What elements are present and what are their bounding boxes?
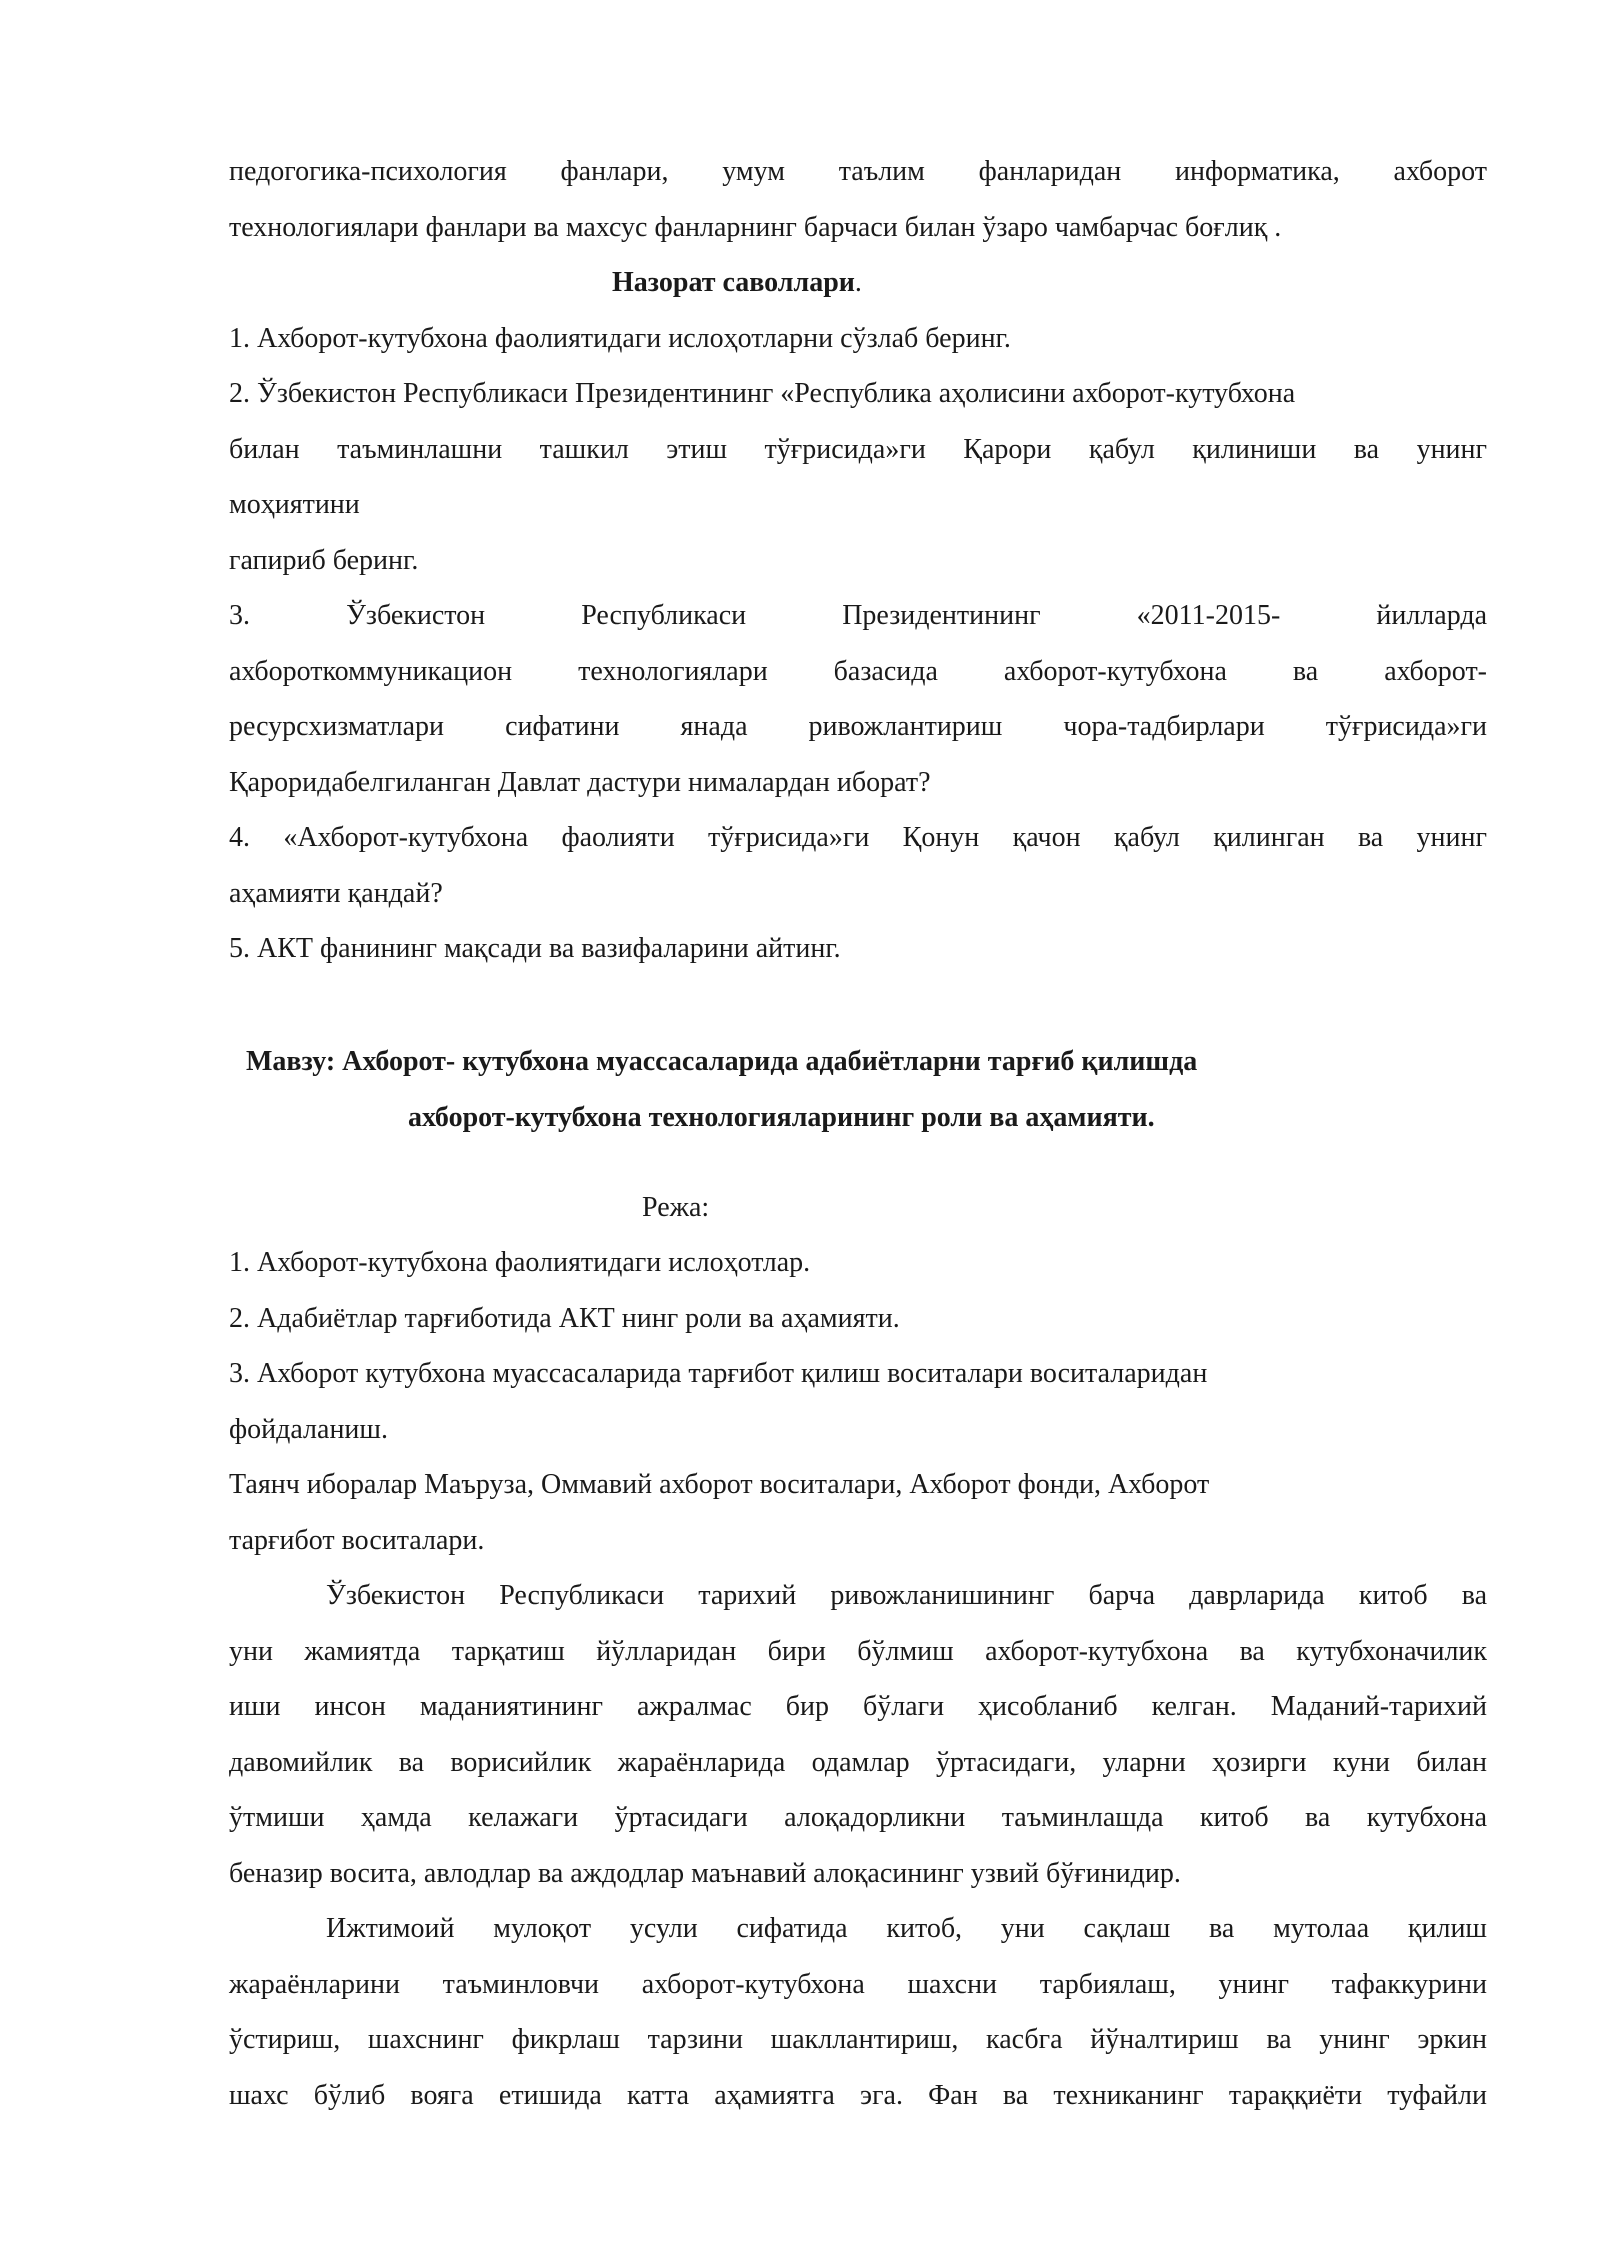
paragraph-1-line-4: давомийлик ва ворисийлик жараёнларида одамлар ўртасидаги, уларни ҳозирги куни билан: [229, 1747, 1487, 1778]
question-3-line-1: 3. Ўзбекистон Республикаси Президентининг «2011-2015- йилларда: [229, 600, 1487, 631]
question-4-line-1: 4. «Ахборот-кутубхона фаолияти тўғрисида»ги Қонун қачон қабул қилинган ва унинг: [229, 822, 1487, 853]
question-3-line-2: ахбороткоммуникацион технологиялари базасида ахборот-кутубхона ва ахборот-: [229, 656, 1487, 687]
plan-item-2: 2. Адабиётлар тарғиботида АКТ нинг роли ва аҳамияти.: [229, 1303, 900, 1334]
paragraph-1-line-2: уни жамиятда тарқатиш йўлларидан бири бўлмиш ахборот-кутубхона ва кутубхоначилик: [229, 1636, 1487, 1667]
paragraph-1-line-6: беназир восита, авлодлар ва аждодлар маънавий алоқасининг узвий бўғинидир.: [229, 1858, 1181, 1889]
plan-item-1: 1. Ахборот-кутубхона фаолиятидаги ислоҳотлар.: [229, 1247, 811, 1278]
intro-line-2: технологиялари фанлари ва махсус фанларнинг барчаси билан ўзаро чамбарчас боғлиқ .: [229, 212, 1282, 243]
intro-line-1: педогогика-психология фанлари, умум таълим фанларидан информатика, ахборот: [229, 156, 1487, 187]
paragraph-2-line-4: шахс бўлиб вояга етишида катта аҳамиятга эга. Фан ва техниканинг тараққиёти туфайли: [229, 2080, 1487, 2111]
question-4-line-2: аҳамияти қандай?: [229, 878, 443, 909]
paragraph-1-line-3: иши инсон маданиятининг ажралмас бир бўлаги ҳисобланиб келган. Маданий-тарихий: [229, 1691, 1487, 1722]
question-5: 5. АКТ фанининг мақсади ва вазифаларини айтинг.: [229, 933, 841, 964]
question-2-line-2: билан таъминлашни ташкил этиш тўғрисида»ги Қарори қабул қилиниши ва унинг: [229, 434, 1487, 465]
paragraph-2-line-2: жараёнларини таъминловчи ахборот-кутубхона шахсни тарбиялаш, унинг тафаккурини: [229, 1969, 1487, 2000]
question-1: 1. Ахборот-кутубхона фаолиятидаги ислоҳотларни сўзлаб беринг.: [229, 323, 1011, 354]
paragraph-1-line-5: ўтмиши ҳамда келажаги ўртасидаги алоқадорликни таъминлашда китоб ва кутубхона: [229, 1802, 1487, 1833]
topic-title-line-1: Мавзу: Ахборот- кутубхона муассасаларида адабиётларни тарғиб қилишда: [246, 1046, 1198, 1077]
paragraph-2-line-1: Ижтимоий мулоқот усули сифатида китоб, уни сақлаш ва мутолаа қилиш: [326, 1913, 1487, 1944]
question-2-line-3: моҳиятини: [229, 489, 360, 520]
paragraph-2-line-3: ўстириш, шахснинг фикрлаш тарзини шакллантириш, касбга йўналтириш ва унинг эркин: [229, 2024, 1487, 2055]
question-2-line-1: 2. Ўзбекистон Республикаси Президентининг «Республика аҳолисини ахборот-кутубхона: [229, 378, 1296, 409]
control-heading-text: Назорат саволлари: [612, 267, 855, 298]
question-3-line-4: Қароридабелгиланган Давлат дастури нималардан иборат?: [229, 767, 931, 798]
plan-item-3-line-2: фойдаланиш.: [229, 1414, 388, 1445]
topic-title-line-2: ахборот-кутубхона технологияларининг роли ва аҳамияти.: [408, 1102, 1155, 1133]
paragraph-1-line-1: Ўзбекистон Республикаси тарихий ривожланишининг барча даврларида китоб ва: [326, 1580, 1487, 1611]
plan-item-3-line-1: 3. Ахборот кутубхона муассасаларида тарғибот қилиш воситалари воситаларидан: [229, 1358, 1208, 1389]
question-2-line-4: гапириб беринг.: [229, 545, 419, 576]
control-questions-heading: [612, 263, 862, 303]
keywords-line-2: тарғибот воситалари.: [229, 1525, 485, 1556]
question-3-line-3: ресурсхизматлари сифатини янада ривожлантириш чора-тадбирлари тўғрисида»ги: [229, 711, 1487, 742]
keywords-line-1: Таянч иборалар Маъруза, Оммавий ахборот воситалари, Ахборот фонди, Ахборот: [229, 1469, 1210, 1500]
control-heading-dot: .: [854, 267, 862, 298]
plan-heading: Режа:: [642, 1192, 710, 1223]
